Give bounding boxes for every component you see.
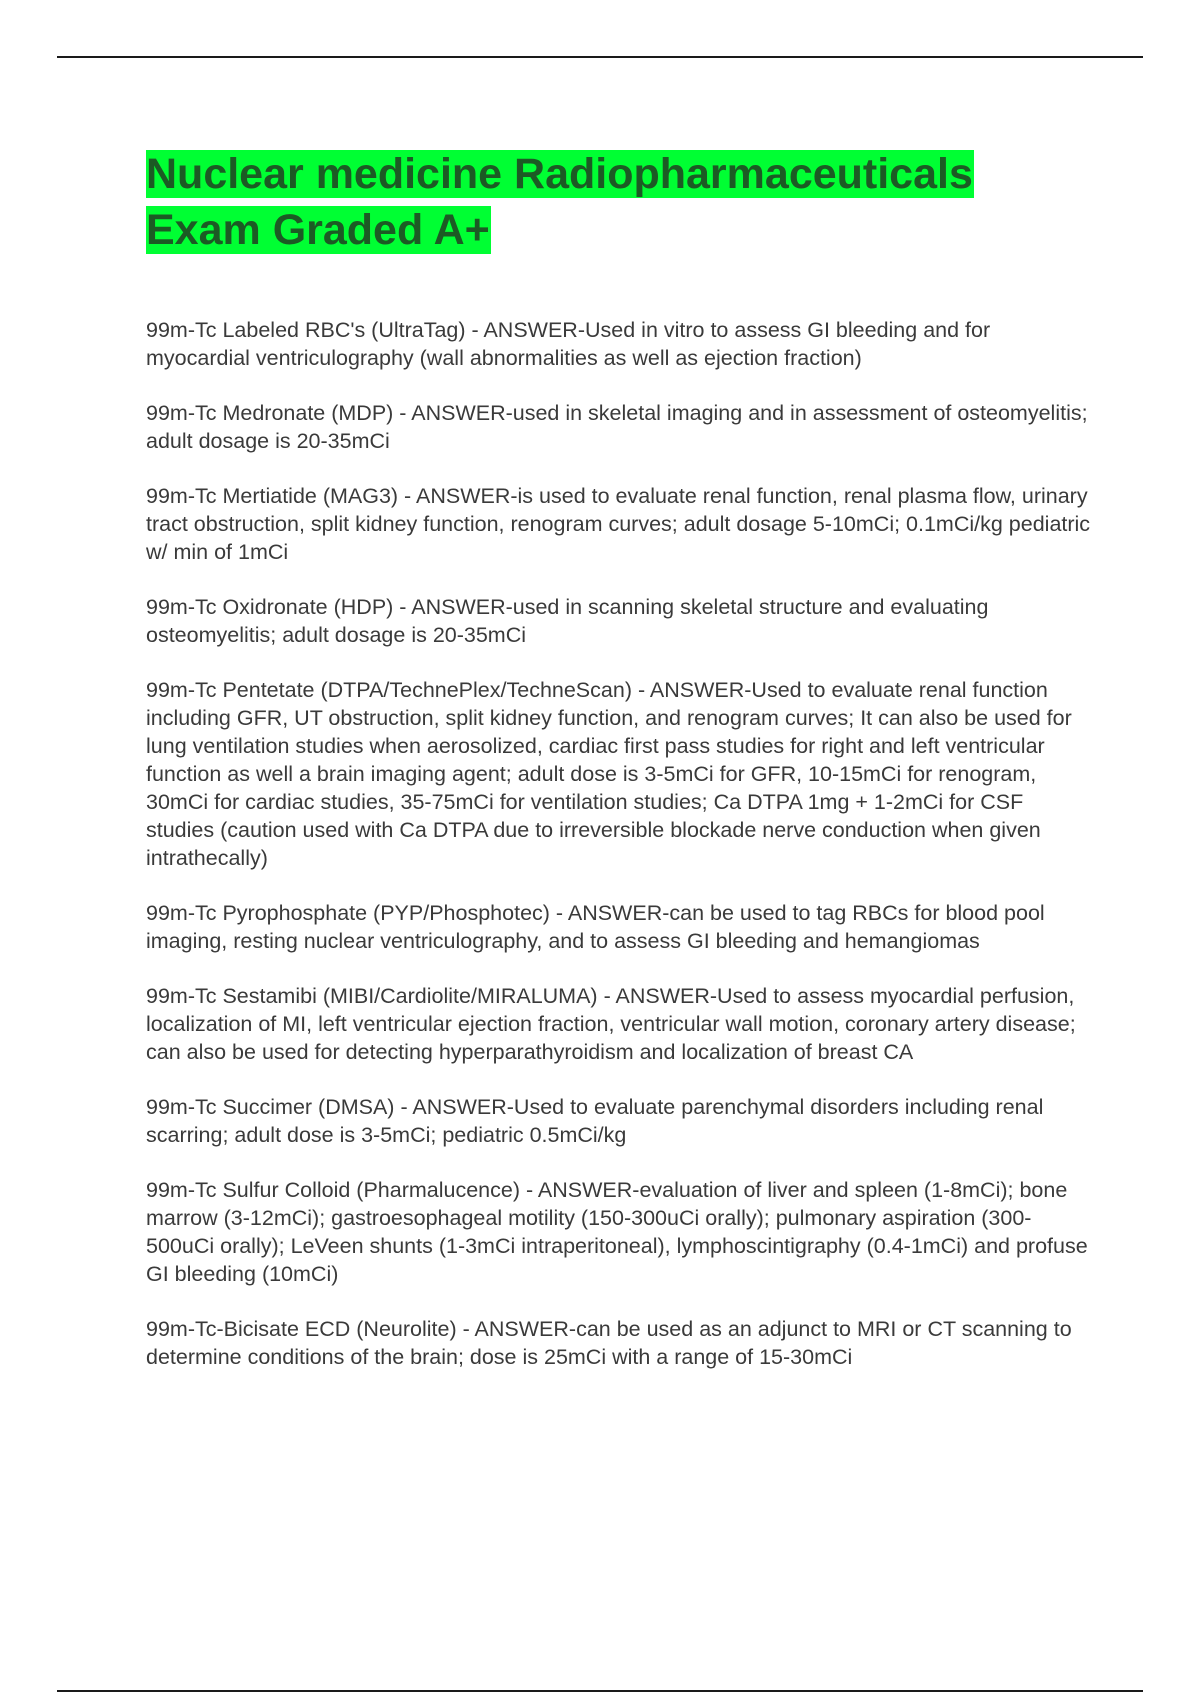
- qa-entry: 99m-Tc Pyrophosphate (PYP/Phosphotec) - ANSWER-can be used to tag RBCs for blood pool imaging, resting nuclear ventriculography, and to assess GI bleeding and hemangiomas: [146, 901, 1045, 953]
- document-title: [146, 146, 1096, 258]
- qa-entry: 99m-Tc Pentetate (DTPA/TechnePlex/TechneScan) - ANSWER-Used to evaluate renal function including GFR, UT obstruction, split kidney function, and renogram curves; It can also be used for lung ventilation studies when aerosolized, cardiac first pass studies for right and left ventricular function as well a brain imaging agent; adult dose is 3-5mCi for GFR, 10-15mCi for renogram, 30mCi for cardiac studies, 35-75mCi for ventilation studies; Ca DTPA 1mg + 1-2mCi for CSF studies (caution used with Ca DTPA due to irreversible blockade nerve conduction when given intrathecally): [146, 678, 1072, 870]
- qa-entry: 99m-Tc Medronate (MDP) - ANSWER-used in skeletal imaging and in assessment of osteomyelitis; adult dosage is 20-35mCi: [146, 401, 1088, 453]
- qa-entry: 99m-Tc-Bicisate ECD (Neurolite) - ANSWER-can be used as an adjunct to MRI or CT scanning to determine conditions of the brain; dose is 25mCi with a range of 15-30mCi: [146, 1317, 1072, 1369]
- qa-list: [146, 316, 1096, 1371]
- qa-entry: 99m-Tc Sestamibi (MIBI/Cardiolite/MIRALUMA) - ANSWER-Used to assess myocardial perfusion, localization of MI, left ventricular ejection fraction, ventricular wall motion, coronary artery disease; can also be used for detecting hyperparathyroidism and localization of breast CA: [146, 984, 1076, 1064]
- title-line-1: Nuclear medicine Radiopharmaceuticals: [146, 150, 973, 198]
- footer-rule: [57, 1690, 1143, 1692]
- title-line-2: Exam Graded A+: [146, 206, 490, 254]
- qa-entry: 99m-Tc Succimer (DMSA) - ANSWER-Used to evaluate parenchymal disorders including renal scarring; adult dose is 3-5mCi; pediatric 0.5mCi/kg: [146, 1095, 1044, 1147]
- qa-entry: 99m-Tc Sulfur Colloid (Pharmalucence) - ANSWER-evaluation of liver and spleen (1-8mCi); bone marrow (3-12mCi); gastroesophageal motility (150-300uCi orally); pulmonary aspiration (300-500uCi orally); LeVeen shunts (1-3mCi intraperitoneal), lymphoscintigraphy (0.4-1mCi) and profuse GI bleeding (10mCi): [146, 1178, 1088, 1286]
- qa-entry: 99m-Tc Oxidronate (HDP) - ANSWER-used in scanning skeletal structure and evaluating osteomyelitis; adult dosage is 20-35mCi: [146, 595, 989, 647]
- header-rule: [57, 56, 1143, 58]
- qa-entry: 99m-Tc Labeled RBC's (UltraTag) - ANSWER-Used in vitro to assess GI bleeding and for myocardial ventriculography (wall abnormalities as well as ejection fraction): [146, 318, 991, 370]
- document-body: [146, 146, 1096, 1398]
- qa-entry: 99m-Tc Mertiatide (MAG3) - ANSWER-is used to evaluate renal function, renal plasma flow, urinary tract obstruction, split kidney function, renogram curves; adult dosage 5-10mCi; 0.1mCi/kg pediatric w/ min of 1mCi: [146, 484, 1091, 564]
